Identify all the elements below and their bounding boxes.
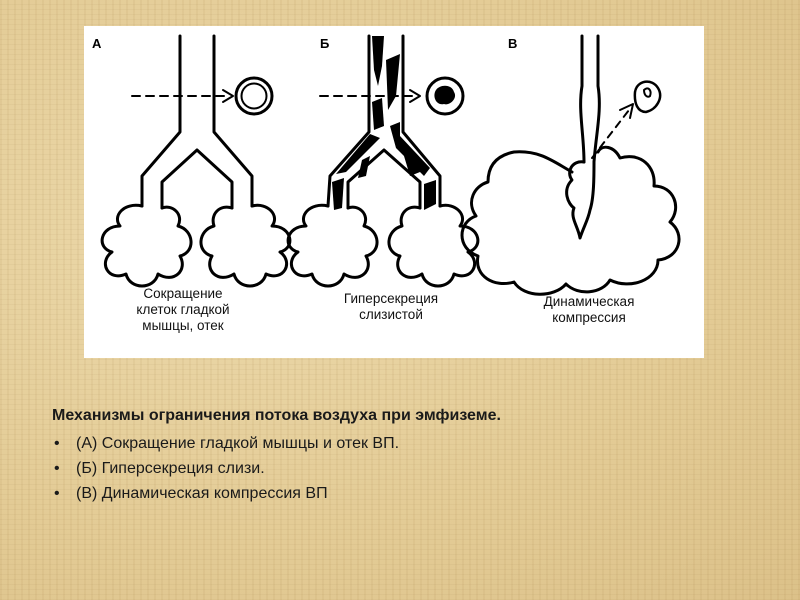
bullet-text: (В) Динамическая компрессия ВП <box>76 485 328 502</box>
bullet-item <box>52 481 752 506</box>
panel-b-caption: Гиперсекреция слизистой <box>343 291 439 322</box>
panel-b-airway <box>288 36 478 286</box>
panel-c-caption: Динамическая компрессия <box>543 294 635 325</box>
bullet-dot-icon: • <box>54 460 60 477</box>
panel-a-airway <box>102 36 290 286</box>
panel-c-letter: В <box>508 36 518 51</box>
description-title: Механизмы ограничения потока воздуха при эмфиземе. <box>52 407 501 424</box>
panel-c-airway <box>462 36 679 294</box>
airway-diagram <box>84 26 704 358</box>
panel-a-letter: А <box>92 36 102 51</box>
bullet-text: (А) Сокращение гладкой мышцы и отек ВП. <box>76 435 400 452</box>
panel-a-cross-section <box>132 78 272 114</box>
bullet-item <box>52 431 752 456</box>
panel-a-caption: Сокращение клеток гладкой мышцы, отек <box>136 286 230 333</box>
panel-b-letter: Б <box>320 36 330 51</box>
description-block <box>52 407 752 506</box>
bullet-dot-icon: • <box>54 435 60 452</box>
bullet-text: (Б) Гиперсекреция слизи. <box>76 460 265 477</box>
bullet-item <box>52 456 752 481</box>
bullet-list <box>52 431 752 506</box>
bullet-dot-icon: • <box>54 485 60 502</box>
